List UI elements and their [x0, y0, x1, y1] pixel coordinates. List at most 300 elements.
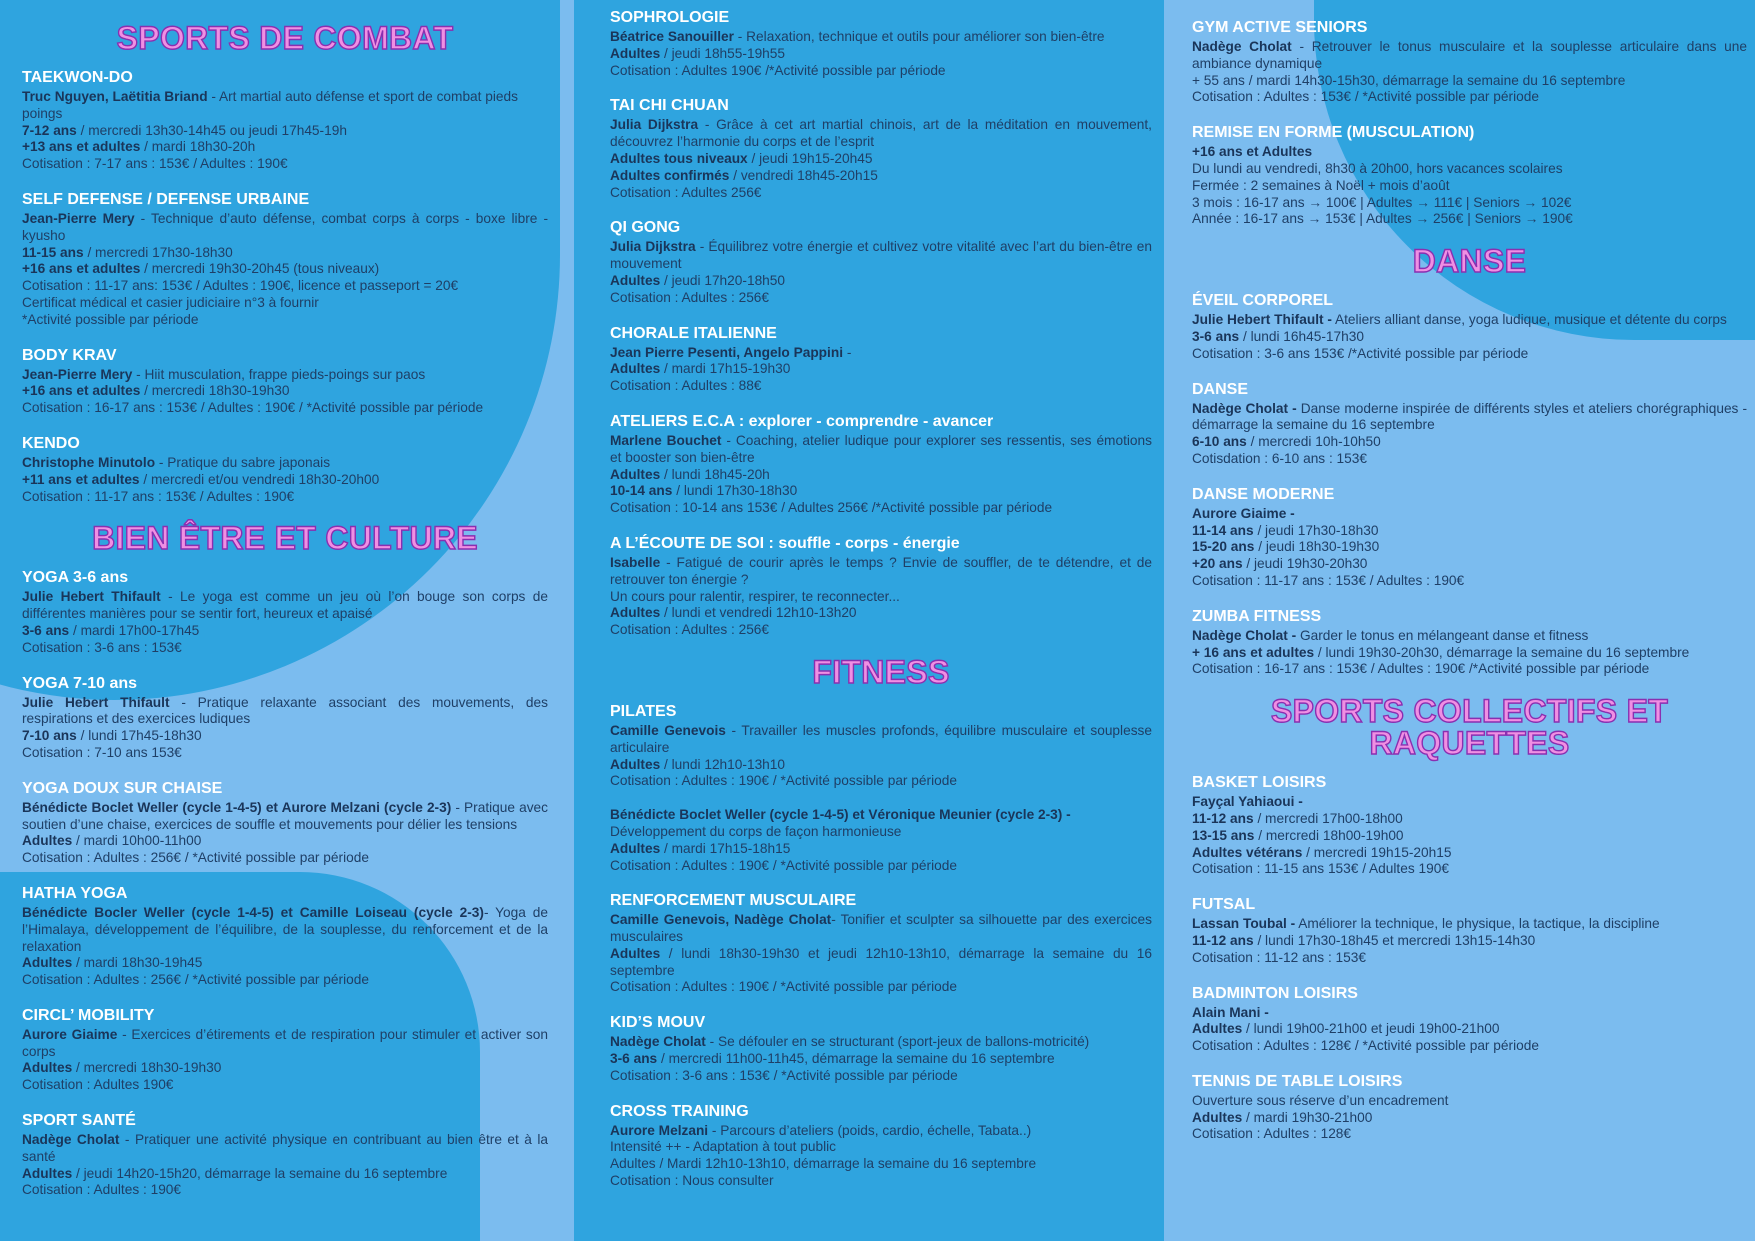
activity-line — [22, 1166, 548, 1183]
line-text: Cotisation : Nous consulter — [610, 1173, 774, 1189]
line-text: / mardi 17h00-17h45 — [69, 622, 200, 638]
activity-title: KENDO — [22, 434, 80, 452]
line-text: Cotisation : Adultes : 128€ — [1192, 1126, 1352, 1142]
activity-line — [610, 290, 1152, 307]
activity-hatha-yoga — [22, 884, 548, 989]
activity-line — [1192, 346, 1747, 363]
line-text: / lundi 19h30-20h30, démarrage la semaine du 16 septembre — [1314, 644, 1690, 660]
line-text: Garder le tonus en mélangeant danse et fitness — [1296, 627, 1589, 643]
line-emphasis: Adultes — [610, 361, 661, 377]
line-text: Certificat médical et casier judiciaire n°3 à fournir — [22, 294, 319, 310]
activity-line — [610, 757, 1152, 774]
activity-line — [1192, 950, 1747, 967]
activity-sophrologie — [610, 8, 1152, 79]
activity-title: DANSE MODERNE — [1192, 485, 1335, 503]
line-text: Cotisation : Adultes : 190€ / *Activité possible par période — [610, 773, 957, 789]
column-middle — [574, 0, 1164, 1241]
activity-line — [610, 589, 1152, 606]
activity-line — [22, 472, 548, 489]
activity-line — [1192, 628, 1747, 645]
activity-line — [1192, 828, 1747, 845]
activity-title: GYM ACTIVE SENIORS — [1192, 19, 1368, 36]
activity-danse-moderne — [1192, 485, 1747, 590]
line-emphasis: +16 ans et Adultes — [1192, 144, 1313, 160]
activity-line — [22, 589, 548, 623]
activity-taekwon-do — [22, 68, 548, 173]
activity-title: RENFORCEMENT MUSCULAIRE — [610, 892, 857, 910]
line-text: Cotisation : 11-12 ans : 153€ — [1192, 949, 1366, 965]
line-text: Adultes / Mardi 12h10-13h10, démarrage la semaine du 16 septembre — [610, 1156, 1037, 1172]
line-text: Ouverture sous réserve d’un encadrement — [1192, 1092, 1449, 1108]
activity-line — [1192, 845, 1747, 862]
line-emphasis: Adultes — [610, 466, 661, 482]
line-emphasis: Jean-Pierre Mery — [22, 366, 133, 382]
line-text: Cotisation : 10-14 ans 153€ / Adultes 256€ /*Activité possible par période — [610, 500, 1053, 516]
line-text: / mardi 18h30-20h — [140, 139, 256, 155]
line-emphasis: 6-10 ans — [1192, 434, 1247, 450]
activity-line — [22, 833, 548, 850]
line-text: - Grâce à cet art martial chinois, art de la méditation en mouvement, découvrez l’harmonie du corps et de l’esprit — [610, 117, 1152, 150]
line-text: / mercredi 18h30-19h30 — [72, 1060, 222, 1076]
line-emphasis: 10-14 ans — [610, 483, 673, 499]
activity-line — [610, 1156, 1152, 1173]
line-emphasis: Isabelle — [610, 554, 661, 570]
line-text: Cotisation : Adultes : 88€ — [610, 378, 762, 394]
line-text: 3 mois : 16-17 ans → 100€ | Adultes → 111€ | Seniors → 102€ — [1192, 194, 1572, 210]
activity-title: YOGA 3-6 ans — [22, 569, 129, 587]
activity-pilates — [610, 702, 1152, 790]
line-text: / mercredi et/ou vendredi 18h30-20h00 — [139, 471, 380, 487]
activity-line — [1192, 329, 1747, 346]
activity-line — [610, 1068, 1152, 1085]
line-text: Cotisation : Adultes : 128€ / *Activité possible par période — [1192, 1038, 1539, 1054]
activity-futsal — [1192, 895, 1747, 966]
activity-title: SELF DEFENSE / DEFENSE URBAINE — [22, 190, 310, 208]
line-text: / lundi 12h10-13h10 — [660, 756, 786, 772]
activity-circl-mobility — [22, 1006, 548, 1094]
activity-line — [22, 1182, 548, 1199]
line-emphasis: +13 ans et adultes — [22, 139, 141, 155]
line-emphasis: +16 ans et adultes — [22, 383, 141, 399]
section-fitness-continued — [1192, 18, 1747, 228]
line-text: / jeudi 19h15-20h45 — [747, 150, 873, 166]
activity-line — [610, 1173, 1152, 1190]
section-heading-fitness: FITNESS — [812, 653, 950, 690]
line-emphasis: 3-6 ans — [1192, 328, 1240, 344]
activity-line — [1192, 661, 1747, 678]
line-text: Année : 16-17 ans → 153€ | Adultes → 256€ | Seniors → 190€ — [1192, 211, 1573, 227]
activity-line — [22, 955, 548, 972]
activity-line — [610, 361, 1152, 378]
activity-line — [610, 605, 1152, 622]
activity-line — [22, 367, 548, 384]
line-text: / jeudi 18h55-19h55 — [660, 45, 786, 61]
line-emphasis: Adultes — [22, 833, 73, 849]
activity-title: KID’S MOUV — [610, 1014, 706, 1032]
line-text: / jeudi 18h30-19h30 — [1254, 539, 1380, 555]
section-heading-bien-etre: BIEN ÊTRE ET CULTURE — [92, 520, 478, 557]
line-emphasis: Adultes — [610, 605, 661, 621]
line-text: Cotisation : 3-6 ans 153€ /*Activité possible par période — [1192, 345, 1529, 361]
line-emphasis: Camille Genevois — [610, 722, 726, 738]
line-text: - Pratique avec soutien d’une chaise, exercices de souffle et mouvements pour délier les tensions — [22, 799, 549, 832]
activity-title: QI GONG — [610, 219, 681, 237]
line-emphasis: Christophe Minutolo — [22, 454, 156, 470]
activity-line — [22, 905, 548, 955]
activity-kid-s-mouv — [610, 1013, 1152, 1084]
line-emphasis: Adultes — [610, 272, 661, 288]
activity-line — [610, 622, 1152, 639]
line-text: Cotisation : Adultes : 153€ / *Activité possible par période — [1192, 89, 1539, 105]
activity-line — [22, 261, 548, 278]
line-emphasis: Camille Genevois, Nadège Cholat — [610, 912, 832, 928]
activity-line — [610, 723, 1152, 757]
line-text: / mardi 18h30-19h45 — [72, 955, 203, 971]
line-text: / mercredi 19h15-20h15 — [1302, 844, 1452, 860]
activity-self-defense-defense-urbaine — [22, 190, 548, 329]
line-emphasis: 7-10 ans — [22, 728, 77, 744]
line-text: Cotisation : 7-17 ans : 153€ / Adultes : 190€ — [22, 156, 288, 172]
activity-line — [22, 800, 548, 834]
line-emphasis: +20 ans — [1192, 556, 1243, 572]
activity-line — [610, 185, 1152, 202]
line-emphasis: Adultes confirmés — [610, 167, 730, 183]
line-text: / mercredi 18h30-19h30 — [140, 383, 290, 399]
activity-line — [610, 29, 1152, 46]
activity-line — [22, 123, 548, 140]
line-emphasis: Nadège Cholat — [22, 1132, 120, 1148]
activity-line — [1192, 39, 1747, 73]
activity-line — [610, 1034, 1152, 1051]
line-emphasis: 7-12 ans — [22, 122, 77, 138]
line-text: Développement du corps de façon harmonieuse — [610, 823, 902, 839]
line-text: / mercredi 18h00-19h00 — [1254, 827, 1404, 843]
line-emphasis: Adultes vétérans — [1192, 844, 1303, 860]
activity-line — [610, 63, 1152, 80]
activity-line — [1192, 161, 1747, 178]
column-left — [0, 0, 574, 1241]
activity-body-krav — [22, 346, 548, 417]
activity-title: CIRCL’ MOBILITY — [22, 1006, 155, 1024]
line-emphasis: 11-15 ans — [22, 244, 84, 260]
activity-line — [1192, 195, 1747, 212]
line-text: Cotisation : Adultes : 256€ / *Activité possible par période — [22, 850, 369, 866]
activity-line — [1192, 1005, 1747, 1022]
activity-title: TAI CHI CHUAN — [610, 97, 729, 115]
activity-line — [610, 500, 1152, 517]
line-text: - Hiit musculation, frappe pieds-poings sur paos — [132, 366, 426, 382]
activity-title: PILATES — [610, 702, 677, 720]
line-text: / jeudi 17h30-18h30 — [1253, 522, 1379, 538]
activity-title: ATELIERS E.C.A : explorer - comprendre - avancer — [610, 412, 994, 430]
line-emphasis: Nadège Cholat — [1192, 39, 1292, 54]
line-emphasis: Julie Hebert Thifault — [22, 589, 161, 605]
line-text: - Yoga de l’Himalaya, développement de l’équilibre, de la souplesse, du renforcement et de la relaxation — [22, 904, 549, 954]
line-text: / mercredi 13h30-14h45 ou jeudi 17h45-19h — [76, 122, 347, 138]
line-emphasis: Adultes — [610, 945, 661, 961]
activity-line — [610, 239, 1152, 273]
line-text: Cotisation : Adultes : 256€ — [610, 289, 770, 305]
line-emphasis: Alain Mani - — [1192, 1004, 1269, 1020]
line-text: / lundi 17h45-18h30 — [76, 728, 202, 744]
line-text: - Exercices d’étirements et de respiration pour stimuler et activer son corps — [22, 1026, 549, 1059]
line-text: - Art martial auto défense et sport de combat pieds poings — [22, 89, 518, 121]
activity-line — [610, 773, 1152, 790]
activity-title: HATHA YOGA — [22, 884, 128, 902]
activity-line — [22, 1132, 548, 1166]
activity-line — [1192, 933, 1747, 950]
line-text: - Fatigué de courir après le temps ? Envie de souffler, de te détendre, et de retrouver ton énergie ? — [610, 554, 1152, 587]
line-text: Ateliers alliant danse, yoga ludique, musique et détente du corps — [1331, 312, 1727, 328]
activity-line — [22, 245, 548, 262]
line-text: - Technique d’auto défense, combat corps à corps - boxe libre - kyusho — [22, 210, 549, 243]
activity-cross-training — [610, 1102, 1152, 1190]
activity-title: YOGA DOUX SUR CHAISE — [22, 779, 223, 797]
activity-line — [22, 295, 548, 312]
line-text: Un cours pour ralentir, respirer, te reconnecter... — [610, 588, 900, 604]
line-emphasis: Adultes — [610, 840, 661, 856]
line-emphasis: Béatrice Sanouiller — [610, 29, 734, 44]
activity-sport-sante — [22, 1111, 548, 1199]
activity-line — [1192, 1093, 1747, 1110]
activity-line — [1192, 312, 1747, 329]
activity-line — [610, 467, 1152, 484]
activity-basket-loisirs — [1192, 773, 1747, 878]
line-text: Intensité ++ - Adaptation à tout public — [610, 1139, 837, 1155]
activity-title: ÉVEIL CORPOREL — [1192, 292, 1334, 310]
section-heading-danse: DANSE — [1412, 243, 1527, 280]
line-emphasis: + 16 ans et adultes — [1192, 644, 1315, 660]
line-emphasis: 11-12 ans — [1192, 810, 1254, 826]
activity-line — [1192, 1110, 1747, 1127]
line-text: - Parcours d’ateliers (poids, cardio, échelle, Tabata..) — [708, 1122, 1032, 1138]
activity-renforcement-musculaire — [610, 891, 1152, 996]
line-text: - Retrouver le tonus musculaire et la souplesse articulaire dans une ambiance dynamique — [1192, 39, 1748, 71]
activity-line — [22, 455, 548, 472]
activity-eveil-corporel — [1192, 291, 1747, 362]
section-fitness — [610, 702, 1152, 1190]
line-emphasis: Adultes — [610, 45, 661, 61]
line-text: *Activité possible par période — [22, 311, 199, 327]
line-emphasis: 11-14 ans — [1192, 522, 1254, 538]
activity-line — [22, 489, 548, 506]
line-text: - Le yoga est comme un jeu où l’on bouge son corps de différentes manières pour se sentir fort, heureux et apaisé — [22, 589, 548, 622]
line-text: Cotisation : 3-6 ans : 153€ — [22, 639, 182, 655]
line-text: - Se défouler en se structurant (sport-jeux de ballons-motricité) — [705, 1034, 1090, 1050]
activity-zumba-fitness — [1192, 607, 1747, 678]
activity-line — [22, 695, 548, 729]
line-text: / mercredi 10h-10h50 — [1246, 434, 1381, 450]
activity-title: BADMINTON LOISIRS — [1192, 984, 1358, 1002]
line-emphasis: Fayçal Yahiaoui - — [1192, 794, 1303, 810]
section-bien-etre-continued — [610, 8, 1152, 639]
activity-title: DANSE — [1192, 380, 1249, 398]
line-emphasis: Adultes — [1192, 1109, 1243, 1125]
activity-line — [610, 378, 1152, 395]
activity-title: TAEKWON-DO — [22, 69, 133, 86]
activity-line — [22, 383, 548, 400]
line-text: - Pratiquer une activité physique en contribuant au bien être et à la santé — [22, 1132, 549, 1164]
activity-line — [1192, 556, 1747, 573]
activity-title: REMISE EN FORME (MUSCULATION) — [1192, 124, 1475, 142]
line-text: - Tonifier et sculpter sa silhouette par des exercices musculaires — [610, 912, 1152, 945]
activity-line — [610, 946, 1152, 980]
activity-title: TENNIS DE TABLE LOISIRS — [1192, 1072, 1403, 1090]
activity-line — [1192, 916, 1747, 933]
line-emphasis: Nadège Cholat - — [1192, 400, 1297, 416]
line-emphasis: Julia Dijkstra — [610, 117, 699, 133]
activity-line — [1192, 539, 1747, 556]
section-heading-collectifs: SPORTS COLLECTIFS ET RAQUETTES — [1270, 693, 1669, 762]
activity-line — [1192, 573, 1747, 590]
activity-title: CROSS TRAINING — [610, 1102, 749, 1120]
section-heading-sports-combat: SPORTS DE COMBAT — [116, 20, 454, 56]
line-text: - Coaching, atelier ludique pour explorer ses ressentis, ses émotions et booster son bien-être — [610, 432, 1152, 465]
line-text: / lundi 17h30-18h30 — [672, 483, 798, 499]
activity-qi-gong — [610, 218, 1152, 306]
line-text: - Équilibrez votre énergie et cultivez votre vitalité avec l’art du bien-être en mouvement — [610, 239, 1152, 272]
line-emphasis: Julia Dijkstra — [610, 239, 696, 255]
activity-line — [610, 433, 1152, 467]
activity-line — [610, 117, 1152, 151]
activity-badminton-loisirs — [1192, 984, 1747, 1055]
line-text: Du lundi au vendredi, 8h30 à 20h00, hors vacances scolaires — [1192, 160, 1563, 176]
activity-line — [22, 623, 548, 640]
line-emphasis: 13-15 ans — [1192, 827, 1255, 843]
activity-remise-en-forme-musculation — [1192, 123, 1747, 228]
line-emphasis: Aurore Giaime — [22, 1026, 118, 1042]
activity-line — [1192, 794, 1747, 811]
activity-line — [22, 972, 548, 989]
activity-line — [22, 312, 548, 329]
activity-line — [610, 345, 1152, 362]
line-text: Cotisation : Adultes : 190€ / *Activité possible par période — [610, 857, 957, 873]
activity-title: BODY KRAV — [22, 346, 117, 364]
line-emphasis: Bénédicte Bocler Weller (cycle 1-4-5) et Camille Loiseau (cycle 2-3) — [22, 904, 484, 920]
line-text: / jeudi 14h20-15h20, démarrage la semaine du 16 septembre — [72, 1165, 448, 1181]
activity-line — [1192, 211, 1747, 228]
line-text: Cotisation : 3-6 ans : 153€ / *Activité possible par période — [610, 1067, 958, 1083]
activity-title: SPORT SANTÉ — [22, 1112, 136, 1130]
activity-line — [1192, 1126, 1747, 1143]
line-text: / vendredi 18h45-20h15 — [729, 167, 878, 183]
line-text: Cotisation : 16-17 ans : 153€ / Adultes : 190€ / *Activité possible par période — [22, 400, 484, 416]
activity-line — [1192, 506, 1747, 523]
line-emphasis: Adultes — [22, 1060, 73, 1076]
activity-tai-chi-chuan — [610, 96, 1152, 201]
line-text: / lundi 17h30-18h45 et mercredi 13h15-14h30 — [1253, 932, 1536, 948]
line-emphasis: Truc Nguyen, Laëtitia Briand — [22, 89, 208, 104]
activity-line — [22, 1060, 548, 1077]
activity-line — [22, 89, 548, 123]
line-text: Cotisation : 11-17 ans : 153€ / Adultes : 190€ — [22, 488, 295, 504]
line-emphasis: Adultes — [22, 1165, 73, 1181]
activity-yoga-doux-sur-chaise — [22, 779, 548, 867]
activity-line — [610, 555, 1152, 589]
line-emphasis: +16 ans et adultes — [22, 261, 141, 277]
activity-yoga-7-10-ans — [22, 674, 548, 762]
activity-line — [610, 1139, 1152, 1156]
line-emphasis: Nadège Cholat — [610, 1034, 706, 1050]
line-text: / mardi 17h15-19h30 — [660, 361, 791, 377]
activity-line — [610, 979, 1152, 996]
line-emphasis: 15-20 ans — [1192, 539, 1255, 555]
activity-line — [22, 400, 548, 417]
line-text: - Pratique du sabre japonais — [155, 454, 331, 470]
activity-gym-active-seniors — [1192, 18, 1747, 106]
activity-line — [22, 728, 548, 745]
line-emphasis: Adultes tous niveaux — [610, 150, 748, 166]
line-text: Cotisation : 11-17 ans : 153€ / Adultes : 190€ — [1192, 572, 1465, 588]
activity-line — [1192, 451, 1747, 468]
line-text: Cotisation : Adultes : 256€ / *Activité possible par période — [22, 972, 369, 988]
line-text: / mardi 10h00-11h00 — [72, 833, 202, 849]
line-text: - — [843, 344, 852, 360]
line-text: / lundi 18h45-20h — [660, 466, 770, 482]
line-text: Cotisation : Adultes 190€ — [22, 1077, 174, 1093]
activity-line — [610, 912, 1152, 946]
line-text: Cotisation : 11-15 ans 153€ / Adultes 190€ — [1192, 861, 1449, 877]
activity-title: FUTSAL — [1192, 896, 1256, 914]
line-text: Danse moderne inspirée de différents styles et ateliers chorégraphiques - démarrage la semaine du 16 septembre — [1192, 400, 1748, 433]
activity-line — [1192, 523, 1747, 540]
activity-title: SOPHROLOGIE — [610, 9, 730, 26]
line-text: / jeudi 19h30-20h30 — [1242, 556, 1368, 572]
activity-line — [1192, 861, 1747, 878]
line-text: / mercredi 17h00-18h00 — [1253, 810, 1403, 826]
line-emphasis: Adultes — [1192, 1021, 1243, 1037]
activity-line — [610, 841, 1152, 858]
line-text: Cotisation : 7-10 ans 153€ — [22, 744, 182, 760]
line-text: Cotisation : Adultes : 190€ — [22, 1182, 182, 1198]
activity-title: YOGA 7-10 ans — [22, 674, 138, 692]
line-text: / lundi et vendredi 12h10-13h20 — [660, 605, 857, 621]
line-emphasis: Adultes — [22, 955, 73, 971]
section-bien-etre — [22, 568, 548, 1199]
activity-chorale-italienne — [610, 324, 1152, 395]
activity-line — [1192, 645, 1747, 662]
line-text: Cotisation : 16-17 ans : 153€ / Adultes : 190€ /*Activité possible par période — [1192, 661, 1650, 677]
activity-entry-1 — [610, 807, 1152, 874]
activity-line — [22, 850, 548, 867]
activity-ateliers-e-c-a-explorer-comprendre-avancer — [610, 412, 1152, 517]
line-text: / lundi 19h00-21h00 et jeudi 19h00-21h00 — [1242, 1021, 1500, 1037]
activity-title: BASKET LOISIRS — [1192, 774, 1327, 792]
activity-kendo — [22, 434, 548, 505]
activity-yoga-3-6-ans — [22, 568, 548, 656]
section-sports-combat — [22, 68, 548, 505]
line-emphasis: Marlene Bouchet — [610, 432, 722, 448]
activity-line — [610, 1051, 1152, 1068]
line-emphasis: Bénédicte Boclet Weller (cycle 1-4-5) et Aurore Melzani (cycle 2-3) — [22, 799, 452, 815]
activity-line — [1192, 1038, 1747, 1055]
line-text: Cotisation : 11-17 ans: 153€ / Adultes : 190€, licence et passeport = 20€ — [22, 278, 459, 294]
line-emphasis: Adultes — [610, 756, 661, 772]
line-text: / mardi 17h15-18h15 — [660, 840, 791, 856]
line-emphasis: Julie Hebert Thifault — [22, 694, 170, 710]
activity-line — [22, 211, 548, 245]
activity-line — [1192, 73, 1747, 90]
line-emphasis: Nadège Cholat - — [1192, 627, 1297, 643]
activity-title: ZUMBA FITNESS — [1192, 607, 1322, 625]
activity-line — [610, 1123, 1152, 1140]
line-text: / mardi 19h30-21h00 — [1242, 1109, 1373, 1125]
line-text: Cotisation : Adultes : 256€ — [610, 622, 770, 638]
line-text: / lundi 18h30-19h30 et jeudi 12h10-13h10, démarrage la semaine du 16 septembre — [610, 945, 1152, 978]
line-text: + 55 ans / mardi 14h30-15h30, démarrage la semaine du 16 septembre — [1192, 72, 1626, 88]
activity-line — [610, 273, 1152, 290]
activity-line — [1192, 401, 1747, 435]
